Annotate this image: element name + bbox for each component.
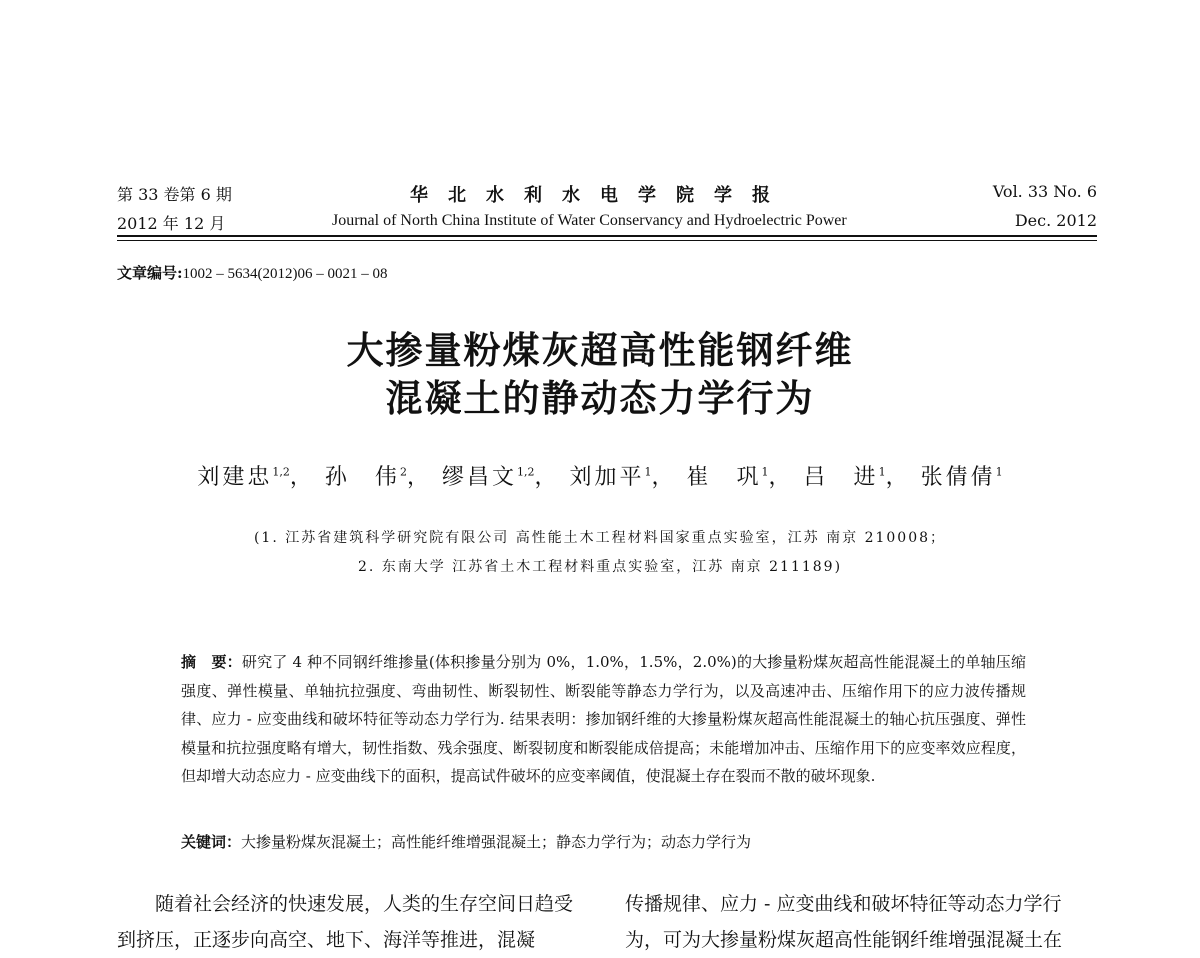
author-affil-mark: 1	[761, 465, 769, 479]
paper-title-line2: 混凝土的静动态力学行为	[385, 377, 815, 420]
keywords	[181, 831, 751, 852]
header-rule-thick	[117, 235, 1097, 237]
author-name: 刘建忠	[197, 465, 273, 490]
volume-issue: 第 33 卷第 6 期	[117, 185, 232, 204]
author-affil-mark: 1	[644, 465, 652, 479]
author-name: 张倩倩	[920, 465, 996, 490]
author-separator: ，	[534, 465, 560, 490]
author-name: 刘加平	[569, 465, 645, 490]
author-name: 缪昌文	[441, 465, 517, 490]
author-separator: ，	[406, 465, 432, 490]
journal-title-en: Journal of North China Institute of Water Conservancy and Hydroelectric Power	[332, 212, 847, 229]
article-number-label: 文章编号:	[117, 264, 183, 282]
affiliation-2: 2. 东南大学 江苏省土木工程材料重点实验室，江苏 南京 211189)	[357, 559, 843, 575]
volume-en: Vol. 33 No. 6	[992, 182, 1097, 201]
journal-title-cn: 华北水利水电学院学报	[410, 185, 790, 206]
author-separator: ，	[289, 465, 315, 490]
article-number	[117, 262, 388, 283]
author-name: 孙 伟	[324, 465, 400, 490]
author-name: 崔 巩	[686, 465, 762, 490]
date-cn: 2012 年 12 月	[117, 214, 226, 233]
author-affil-mark: 1	[995, 465, 1003, 479]
author-name: 吕 进	[803, 465, 879, 490]
keywords-text: 大掺量粉煤灰混凝土；高性能纤维增强混凝土；静态力学行为；动态力学行为	[241, 833, 752, 851]
affiliation-1: (1. 江苏省建筑科学研究院有限公司 高性能土木工程材料国家重点实验室，江苏 南京 210008；	[253, 530, 947, 546]
date-en: Dec. 2012	[1014, 211, 1097, 230]
author-affil-mark: 1,2	[272, 465, 290, 479]
author-affil-mark: 1,2	[516, 465, 535, 479]
author-list	[0, 460, 1200, 491]
article-number-value: 1002 – 5634(2012)06 – 0021 – 08	[182, 266, 388, 282]
keywords-label: 关键词：	[181, 833, 242, 851]
author-separator: ，	[885, 465, 911, 490]
abstract-label: 摘 要：	[181, 653, 242, 671]
header-rule-thin	[117, 240, 1097, 241]
author-affil-mark: 1	[878, 465, 886, 479]
author-separator: ，	[768, 465, 794, 490]
author-separator: ，	[651, 465, 677, 490]
abstract-text: 研究了 4 种不同钢纤维掺量(体积掺量分别为 0%，1.0%，1.5%，2.0%)的大掺量粉煤灰超高性能混凝土的单轴压缩强度、弹性模量、单轴抗拉强度、弯曲韧性、断裂韧性、断裂能等静态力学行为，以及高速冲击、压缩作用下的应力波传播规律、应力 - 应变曲线和破坏特征等动态力学行为. 结果表明：掺加钢纤维的大掺量粉煤灰超高性能混凝土的轴心抗压强度、弹性模量和抗拉强度略有增大，韧性指数、残余强度、断裂韧度和断裂能成倍提高；未能增加冲击、压缩作用下的应变率效应程度，但却增大动态应力 - 应变曲线下的面积，提高试件破坏的应变率阈值，使混凝土存在裂而不散的破坏现象.	[181, 653, 1026, 785]
body-column-left: 随着社会经济的快速发展，人类的生存空间日趋受到挤压，正逐步向高空、地下、海洋等推进，混凝	[117, 893, 574, 951]
body-column-right: 传播规律、应力 - 应变曲线和破坏特征等动态力学行为，可为大掺量粉煤灰超高性能钢纤维增强混凝土在	[625, 893, 1063, 951]
author-affil-mark: 2	[399, 465, 407, 479]
abstract	[181, 648, 1026, 791]
paper-title-line1: 大掺量粉煤灰超高性能钢纤维	[346, 329, 854, 372]
